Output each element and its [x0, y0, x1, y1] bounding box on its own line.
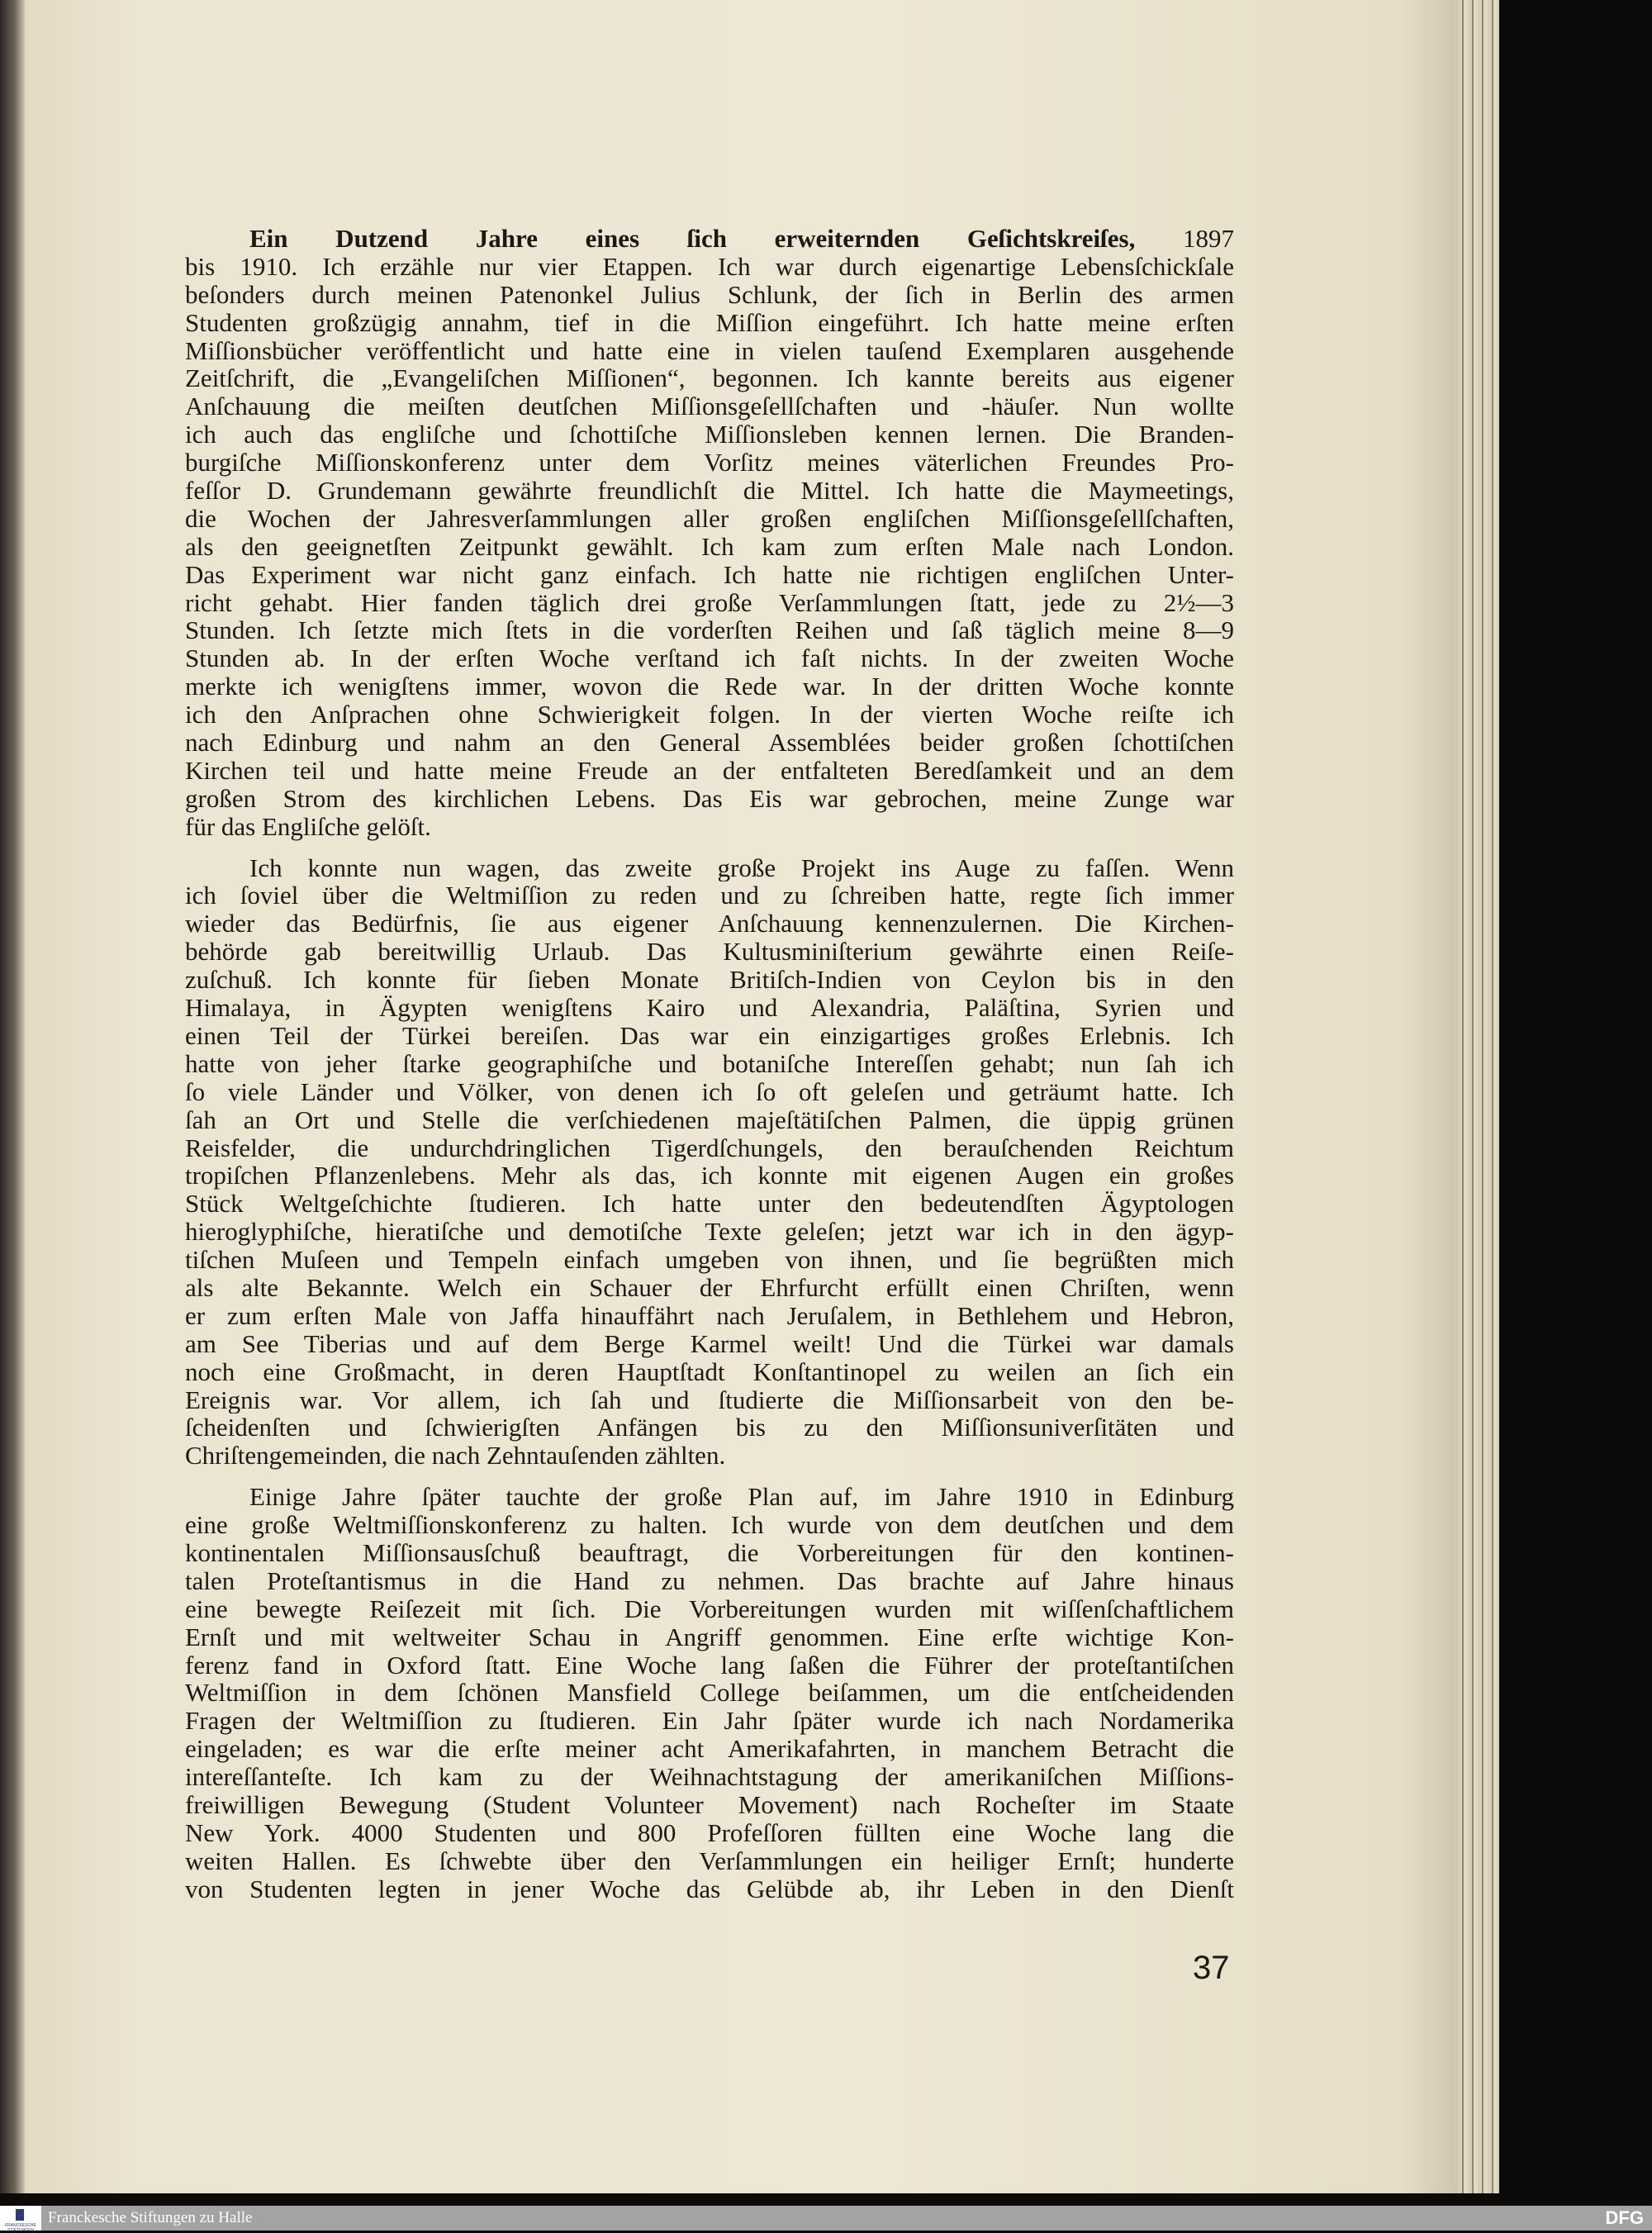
text-line: talen Proteſtantismus in die Hand zu nehmen. Das brachte auf Jahre hinaus [185, 1566, 1234, 1595]
text-line: kontinentalen Miſſionsausſchuß beauftragt, die Vorbereitungen für den kontinen- [185, 1538, 1234, 1567]
text-line: hatte von jeher ſtarke geographiſche und botaniſche Intereſſen gehabt; nun ſah ich [185, 1049, 1234, 1078]
section-lead: Ein Dutzend Jahre eines ſich erweiternden Geſichtskreiſes, [249, 225, 1136, 253]
text-line: hieroglyphiſche, hieratiſche und demotiſche Texte geleſen; jetzt war ich in den ägyp- [185, 1218, 1234, 1247]
text-line: Ereignis war. Vor allem, ich ſah und ſtudierte die Miſſionsarbeit von den be- [185, 1385, 1234, 1414]
text-line: Zeitſchrift, die „Evangeliſchen Miſſionen“, begonnen. Ich kannte bereits aus eigener [185, 364, 1234, 393]
text-line: die Wochen der Jahresverſammlungen aller großen engliſchen Miſſionsgeſellſchaften, [185, 504, 1234, 533]
text-line: Fragen der Weltmiſſion zu ſtudieren. Ein Jahr ſpäter wurde ich nach Nordamerika [185, 1707, 1234, 1736]
text-line: am See Tiberias und auf dem Berge Karmel weilt! Und die Türkei war damals [185, 1329, 1234, 1358]
text-line: ferenz fand in Oxford ſtatt. Eine Woche lang ſaßen die Führer der proteſtantiſchen [185, 1651, 1234, 1680]
text-line: ſo viele Länder und Völker, von denen ich ſo oft geleſen und geträumt hatte. Ich [185, 1077, 1234, 1106]
text-line: eine große Weltmiſſionskonferenz zu halten. Ich wurde von dem deutſchen und dem [185, 1511, 1234, 1539]
text-line: eingeladen; es war die erſte meiner acht Amerikafahrten, in manchem Betracht die [185, 1735, 1234, 1764]
text-line: Miſſionsbücher veröffentlicht und hatte eine in vielen tauſend Exemplaren ausgehende [185, 336, 1234, 365]
text-line: ſcheidenſten und ſchwierigſten Anfängen bis zu den Miſſionsuniverſitäten und [185, 1413, 1234, 1442]
institution-logo[interactable] [0, 2206, 41, 2231]
text-line: noch eine Großmacht, in deren Hauptſtadt Konſtantinopel zu weilen an ſich ein [185, 1357, 1234, 1386]
text-line: Einige Jahre ſpäter tauchte der große Plan auf, im Jahre 1910 in Edinburg [249, 1483, 1234, 1512]
paragraph [185, 225, 1234, 841]
text-line: Weltmiſſion in dem ſchönen Mansfield College beiſammen, um die entſcheidenden [185, 1679, 1234, 1708]
text-line: Chriſtengemeinden, die nach Zehntauſenden zählten. [185, 1442, 726, 1470]
text-line: richt gehabt. Hier fanden täglich drei große Verſammlungen ſtatt, jede zu 2½—3 [185, 588, 1234, 617]
text-line: Ernſt und mit weltweiter Schau in Angriff genommen. Eine erſte wichtige Kon- [185, 1622, 1234, 1651]
text-line: Stunden ab. In der erſten Woche verſtand ich faſt nichts. In der zweiten Woche [185, 644, 1234, 673]
text-line: freiwilligen Bewegung (Student Volunteer Movement) nach Rocheſter im Staate [185, 1790, 1234, 1819]
text-line: ich ſoviel über die Weltmiſſion zu reden und zu ſchreiben hatte, regte ſich immer [185, 881, 1234, 910]
text-line: großen Strom des kirchlichen Lebens. Das Eis war gebrochen, meine Zunge war [185, 784, 1234, 813]
text-line: Stück Weltgeſchichte ſtudieren. Ich hatte unter den bedeutendſten Ägyptologen [185, 1190, 1234, 1219]
text-line: Anſchauung die meiſten deutſchen Miſſionsgeſellſchaften und -häuſer. Nun wollte [185, 392, 1234, 421]
page-edges [1458, 0, 1499, 2193]
book-gutter [0, 0, 25, 2193]
text-line: weiten Hallen. Es ſchwebte über den Verſammlungen ein heiliger Ernſt; hunderte [185, 1846, 1234, 1875]
text-line: beſonders durch meinen Patenonkel Julius Schlunk, der ſich in Berlin des armen [185, 280, 1234, 309]
page-number: 37 [1193, 1950, 1230, 1986]
text-line: von Studenten legten in jener Woche das Gelübde ab, ihr Leben in den Dienſt [185, 1874, 1234, 1903]
paragraph [185, 1483, 1234, 1903]
body-text [185, 225, 1234, 1917]
text-line: tropiſchen Pflanzenlebens. Mehr als das, ich konnte mit eigenen Augen ein großes [185, 1162, 1234, 1190]
text-line: einen Teil der Türkei bereiſen. Das war ein einzigartiges großes Erlebnis. Ich [185, 1021, 1234, 1050]
text-line: Kirchen teil und hatte meine Freude an der entfalteten Beredſamkeit und an dem [185, 756, 1234, 785]
logo-caption: FRANCKESCHE STIFTUNGEN [5, 2223, 36, 2233]
text-line: zuſchuß. Ich konnte für ſieben Monate Britiſch-Indien von Ceylon bis in den [185, 966, 1234, 995]
text-line: bis 1910. Ich erzähle nur vier Etappen. Ich war durch eigenartige Lebensſchickſale [185, 252, 1234, 281]
text-line: merkte ich wenigſtens immer, wovon die Rede war. In der dritten Woche konnte [185, 672, 1234, 701]
lead-year: 1897 [1183, 225, 1234, 253]
text-line: ich den Anſprachen ohne Schwierigkeit folgen. In der vierten Woche reiſte ich [185, 701, 1234, 729]
text-line: nach Edinburg und nahm an den General Assemblées beider großen ſchottiſchen [185, 729, 1234, 757]
dfg-logo[interactable]: DFG [1605, 2207, 1644, 2228]
text-line: Studenten großzügig annahm, tief in die Miſſion eingeführt. Ich hatte meine erſten [185, 308, 1234, 337]
institution-name[interactable]: Franckesche Stiftungen zu Halle [48, 2209, 253, 2226]
text-line: burgiſche Miſſionskonferenz unter dem Vorſitz meines väterlichen Freundes Pro- [185, 449, 1234, 477]
text-line: Himalaya, in Ägypten wenigſtens Kairo und Alexandria, Paläſtina, Syrien und [185, 994, 1234, 1022]
text-line: er zum erſten Male von Jaffa hinauffährt nach Jeruſalem, in Bethlehem und Hebron, [185, 1301, 1234, 1330]
text-line: ich auch das engliſche und ſchottiſche Miſſionsleben kennen lernen. Die Branden- [185, 420, 1234, 449]
text-line: ſah an Ort und Stelle die verſchiedenen majeſtätiſchen Palmen, die üppig grünen [185, 1105, 1234, 1134]
footer-bar [0, 2206, 1652, 2231]
text-line: tiſchen Muſeen und Tempeln einfach umgeben von ihnen, und ſie begrüßten mich [185, 1246, 1234, 1274]
text-line: New York. 4000 Studenten und 800 Profeſſoren füllten eine Woche lang die [185, 1818, 1234, 1847]
text-line: intereſſanteſte. Ich kam zu der Weihnachtstagung der amerikaniſchen Miſſions- [185, 1763, 1234, 1791]
text-line: behörde gab bereitwillig Urlaub. Das Kultusminiſterium gewährte einen Reiſe- [185, 938, 1234, 967]
text-line: feſſor D. Grundemann gewährte freundlichſt die Mittel. Ich hatte die Maymeetings, [185, 477, 1234, 505]
paragraph [185, 854, 1234, 1470]
text-line: Das Experiment war nicht ganz einfach. Ich hatte nie richtigen engliſchen Unter- [185, 560, 1234, 589]
text-line: für das Engliſche gelöſt. [185, 812, 431, 841]
text-line: als alte Bekannte. Welch ein Schauer der Ehrfurcht erfüllt einen Chriſten, wenn [185, 1273, 1234, 1302]
text-line: Reisfelder, die undurchdringlichen Tigerdſchungels, den berauſchenden Reichtum [185, 1133, 1234, 1162]
text-line: eine bewegte Reiſezeit mit ſich. Die Vorbereitungen wurden mit wiſſenſchaftlichem [185, 1594, 1234, 1623]
text-line: als den geeignetſten Zeitpunkt gewählt. Ich kam zum erſten Male nach London. [185, 532, 1234, 561]
text-line: wieder das Bedürfnis, ſie aus eigener Anſchauung kennenzulernen. Die Kirchen- [185, 910, 1234, 938]
text-line [185, 225, 1234, 253]
text-line: Ich konnte nun wagen, das zweite große Projekt ins Auge zu faſſen. Wenn [249, 853, 1234, 882]
logo-figure-icon [16, 2209, 24, 2221]
text-line: Stunden. Ich ſetzte mich ſtets in die vorderſten Reihen und ſaß täglich meine 8—9 [185, 616, 1234, 645]
